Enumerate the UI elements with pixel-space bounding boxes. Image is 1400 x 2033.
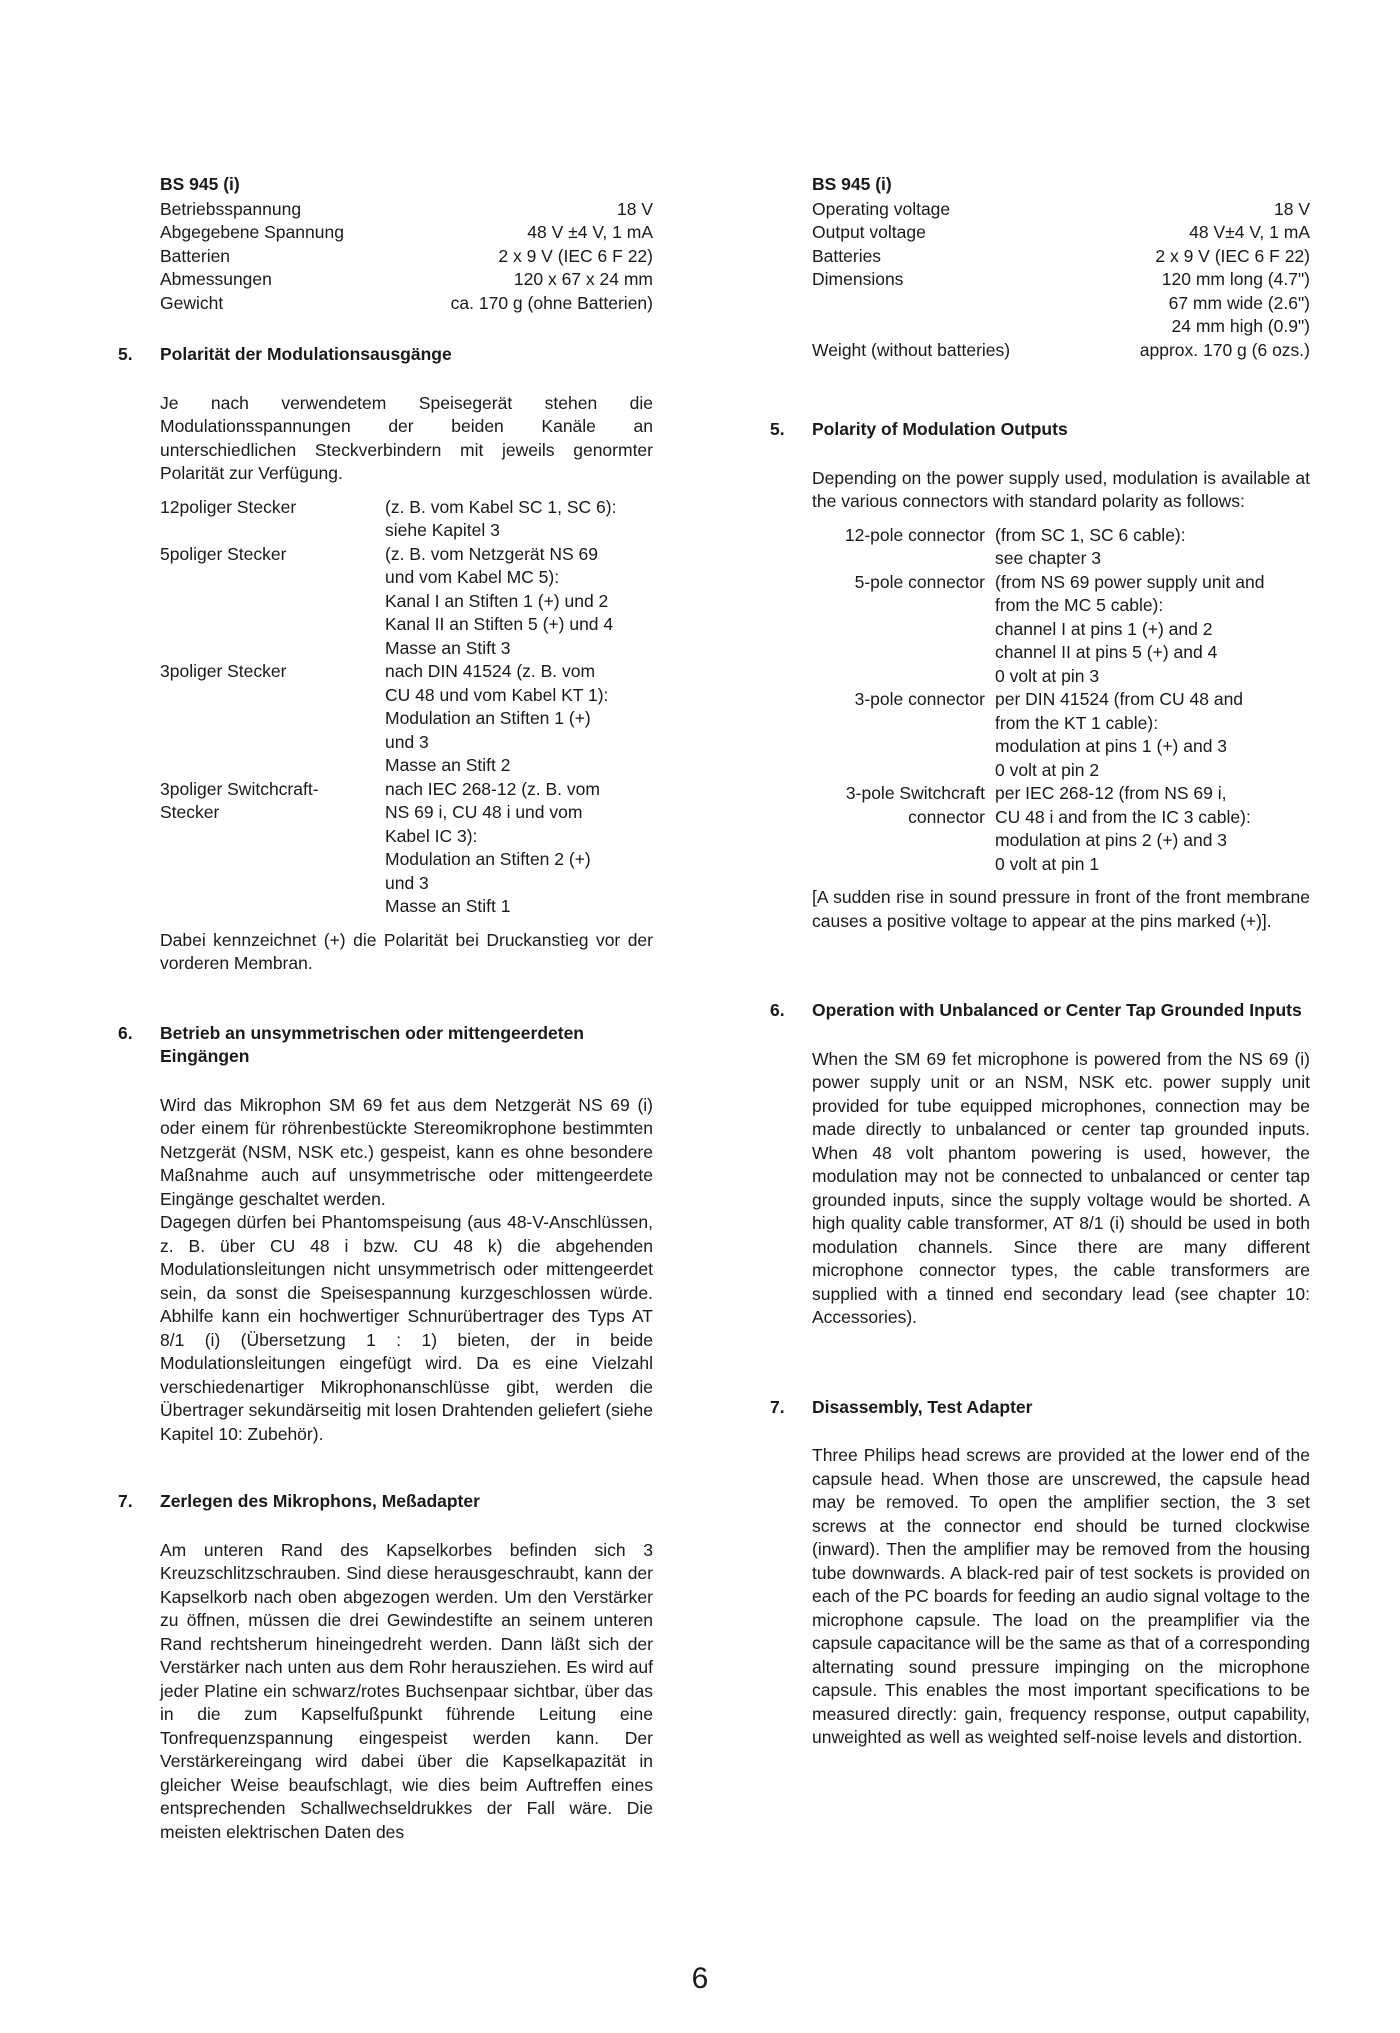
section-title: Zerlegen des Mikrophons, Meßadapter [160, 1491, 480, 1511]
connector-label: 3-pole connector [854, 689, 985, 709]
connector-description: (z. B. vom Netzgerät NS 69 und vom Kabel MC 5): Kanal I an Stiften 1 (+) und 2 Kanal II an Stiften 5 (+) und 4 Masse an Stift 3 [385, 543, 614, 658]
spec-row [812, 221, 1310, 245]
section-heading [770, 1396, 1310, 1420]
spec-label: Abgegebene Spannung [160, 222, 344, 242]
paragraph: Wird das Mikrophon SM 69 fet aus dem Netzgerät NS 69 (i) oder einem für röhrenbestückte Stereomikrophone bestimmten Netzgerät (NSM, NSK etc.) gespeist, kann es ohne besondere Maßnahme auch auf unsymmetrische oder mittengeerdete Eingänge geschaltet werden. [160, 1094, 653, 1209]
section-number: 5. [118, 344, 133, 364]
spec-label: Gewicht [160, 292, 224, 313]
paragraph: Depending on the power supply used, modulation is available at the various connectors with standard polarity as follows: [812, 467, 1310, 511]
spec-row [812, 245, 1310, 269]
section-number: 6. [118, 1022, 133, 1043]
spec-value: approx. 170 g (6 ozs.) [1139, 339, 1310, 360]
spec-row [160, 221, 653, 245]
connector-label: 12poliger Stecker [160, 496, 297, 517]
spec-label: Dimensions [812, 269, 904, 289]
connector-label: 12-pole connector [844, 524, 985, 545]
connector-label: 3poliger Stecker [160, 661, 287, 681]
spec-value: 48 V±4 V, 1 mA [1189, 222, 1310, 242]
spec-value: 120 mm long (4.7") 67 mm wide (2.6") 24 mm high (0.9") [1161, 269, 1310, 336]
spec-value: 2 x 9 V (IEC 6 F 22) [498, 245, 653, 266]
spec-row [160, 198, 653, 222]
connector-description: nach DIN 41524 (z. B. vom CU 48 und vom Kabel KT 1): Modulation an Stiften 1 (+) und 3 Masse an Stift 2 [385, 661, 609, 775]
spec-row [812, 339, 1310, 363]
connector-label: 3-pole Switchcraft connector [845, 783, 985, 827]
section-heading [770, 418, 1310, 442]
section-number: 5. [770, 419, 785, 439]
connector-label: 5poliger Stecker [160, 543, 287, 564]
connector-description: per DIN 41524 (from CU 48 and from the KT 1 cable): modulation at pins 1 (+) and 3 0 volt at pin 2 [995, 689, 1244, 780]
spec-value: 120 x 67 x 24 mm [513, 269, 653, 289]
polarity-table [812, 524, 1310, 877]
spec-row [812, 198, 1310, 222]
spec-row [160, 245, 653, 269]
spec-label: Batteries [812, 245, 882, 266]
connector-label: 5-pole connector [854, 571, 985, 592]
spec-block-de [118, 173, 653, 315]
paragraph: Am unteren Rand des Kapselkorbes befinden sich 3 Kreuzschlitzschrauben. Sind diese herausgeschraubt, kann der Kapselkorb nach oben abgezogen werden. Um den Verstärker zu öffnen, müssen die drei Gewindestifte an seinem unteren Rand rechtsherum hineingedreht werden. Dann läßt sich der Verstärker nach unten aus dem Rohr herausziehen. Es wird auf jeder Platine ein schwarz/rotes Buchsenpaar sichtbar, über das in die zum Kapselfußpunkt führende Leitung eine Tonfrequenzspannung eingespeist werden kann. Der Verstärkereingang wird dabei über die Kapselkapazität in gleicher Weise beaufschlagt, wie dies beim Auftreffen eines entsprechenden Schallwechseldrukkes der Fall wäre. Die meisten elektrischen Daten des [160, 1539, 653, 1842]
spec-value: 2 x 9 V (IEC 6 F 22) [1155, 245, 1310, 266]
spec-label: Weight (without batteries) [812, 339, 1011, 360]
page-number: 6 [691, 1962, 709, 1995]
section-title: Betrieb an unsymmetrischen oder mittengeerdeten Eingängen [160, 1022, 584, 1066]
connector-description: nach IEC 268-12 (z. B. vom NS 69 i, CU 48 i und vom Kabel IC 3): Modulation an Stiften 2 (+) und 3 Masse an Stift 1 [385, 778, 600, 916]
section-heading [118, 1490, 653, 1514]
spec-label: Betriebsspannung [160, 198, 302, 219]
spec-label: Batterien [160, 245, 231, 266]
paragraph: When the SM 69 fet microphone is powered from the NS 69 (i) power supply unit or an NSM, NSK etc. power supply unit provided for tube equipped microphones, connection may be made directly to unbalanced or center tap grounded inputs. When 48 volt phantom powering is used, however, the modulation may not be connected to unbalanced or center tap grounded inputs, since the supply voltage would be shorted. A high quality cable transformer, AT 8/1 (i) should be used in both modulation channels. Since there are many different microphone connector types, the cable transformers are supplied with a tinned end secondary lead (see chapter 10: Accessories). [812, 1048, 1310, 1327]
paragraph: Dabei kennzeichnet (+) die Polarität bei Druckanstieg vor der vorderen Membran. [160, 929, 653, 973]
spec-row [160, 292, 653, 316]
paragraph: Three Philips head screws are provided at the lower end of the capsule head. When those are unscrewed, the capsule head may be removed. To open the amplifier section, the 3 set screws at the connector end should be turned clockwise (inward). Then the amplifier may be removed from the housing tube downwards. A black-red pair of test sockets is provided on each of the PC boards for feeding an audio signal voltage to the microphone capsule. The load on the preamplifier via the capsule capacitance will be the same as that of a corresponding alternating sound pressure impinging on the microphone capsule. This enables the most important specifications to be measured directly: gain, frequency response, output capability, unweighted as well as weighted self-noise levels and distortion. [812, 1445, 1310, 1747]
spec-value: 48 V ±4 V, 1 mA [527, 222, 653, 242]
section-5-de [118, 343, 653, 976]
section-title: Operation with Unbalanced or Center Tap Grounded Inputs [812, 1000, 1302, 1020]
spec-value: 18 V [617, 198, 653, 219]
spec-value: 18 V [1274, 198, 1310, 219]
connector-label: 3poliger Switchcraft- Stecker [160, 778, 319, 822]
connector-description: per IEC 268-12 (from NS 69 i, CU 48 i and from the IC 3 cable): modulation at pins 2 (+) and 3 0 volt at pin 1 [995, 783, 1251, 874]
spec-row [812, 268, 1310, 339]
section-5-en [770, 418, 1310, 933]
spec-label: Output voltage [812, 222, 926, 242]
connector-description: (from SC 1, SC 6 cable): see chapter 3 [995, 524, 1186, 568]
section-title: Polarität der Modulationsausgänge [160, 344, 452, 364]
section-title: Disassembly, Test Adapter [812, 1396, 1033, 1417]
section-title: Polarity of Modulation Outputs [812, 419, 1068, 439]
polarity-table [160, 496, 653, 919]
spec-list [812, 198, 1310, 363]
connector-description: (z. B. vom Kabel SC 1, SC 6): siehe Kapitel 3 [385, 496, 617, 540]
paragraph: Je nach verwendetem Speisegerät stehen die Modulationsspannungen der beiden Kanäle an unterschiedlichen Steckverbindern mit jeweils genormter Polarität zur Verfügung. [160, 392, 653, 483]
section-heading [118, 1022, 653, 1069]
spec-row [160, 268, 653, 292]
section-6-de [118, 1022, 653, 1447]
left-column [118, 173, 653, 1844]
paragraph: [A sudden rise in sound pressure in front of the front membrane causes a positive voltage to appear at the pins marked (+)]. [812, 887, 1310, 931]
right-column [770, 173, 1310, 1750]
spec-block-en [770, 173, 1310, 362]
connector-description: (from NS 69 power supply unit and from the MC 5 cable): channel I at pins 1 (+) and 2 channel II at pins 5 (+) and 4 0 volt at pin 3 [995, 571, 1265, 686]
spec-list [160, 198, 653, 316]
section-heading [118, 343, 653, 367]
section-number: 7. [118, 1491, 133, 1511]
section-heading [770, 999, 1310, 1023]
spec-label: Operating voltage [812, 198, 951, 219]
spec-title: BS 945 (i) [160, 174, 240, 194]
section-number: 6. [770, 1000, 785, 1020]
section-6-en [770, 999, 1310, 1330]
section-7-de [118, 1490, 653, 1844]
spec-value: ca. 170 g (ohne Batterien) [450, 292, 653, 313]
spec-label: Abmessungen [160, 269, 272, 289]
section-7-en [770, 1396, 1310, 1750]
spec-title: BS 945 (i) [812, 174, 892, 194]
paragraph: Dagegen dürfen bei Phantomspeisung (aus 48-V-Anschlüssen, z. B. über CU 48 i bzw. CU 48 k) die abgehenden Modulationsleitungen nicht unsymmetrisch oder mittengeerdet sein, da sonst die Speisespannung kurzgeschlossen würde. Abhilfe kann ein hochwertiger Schnurübertrager des Typs AT 8/1 (i) (Übersetzung 1 : 1) bieten, der in beide Modulationsleitungen eingefügt wird. Da es eine Vielzahl verschiedenartiger Mikrophonanschlüsse gibt, werden die Übertrager sekundärseitig mit losen Drahtenden geliefert (siehe Kapitel 10: Zubehör). [160, 1212, 653, 1444]
section-number: 7. [770, 1396, 785, 1417]
